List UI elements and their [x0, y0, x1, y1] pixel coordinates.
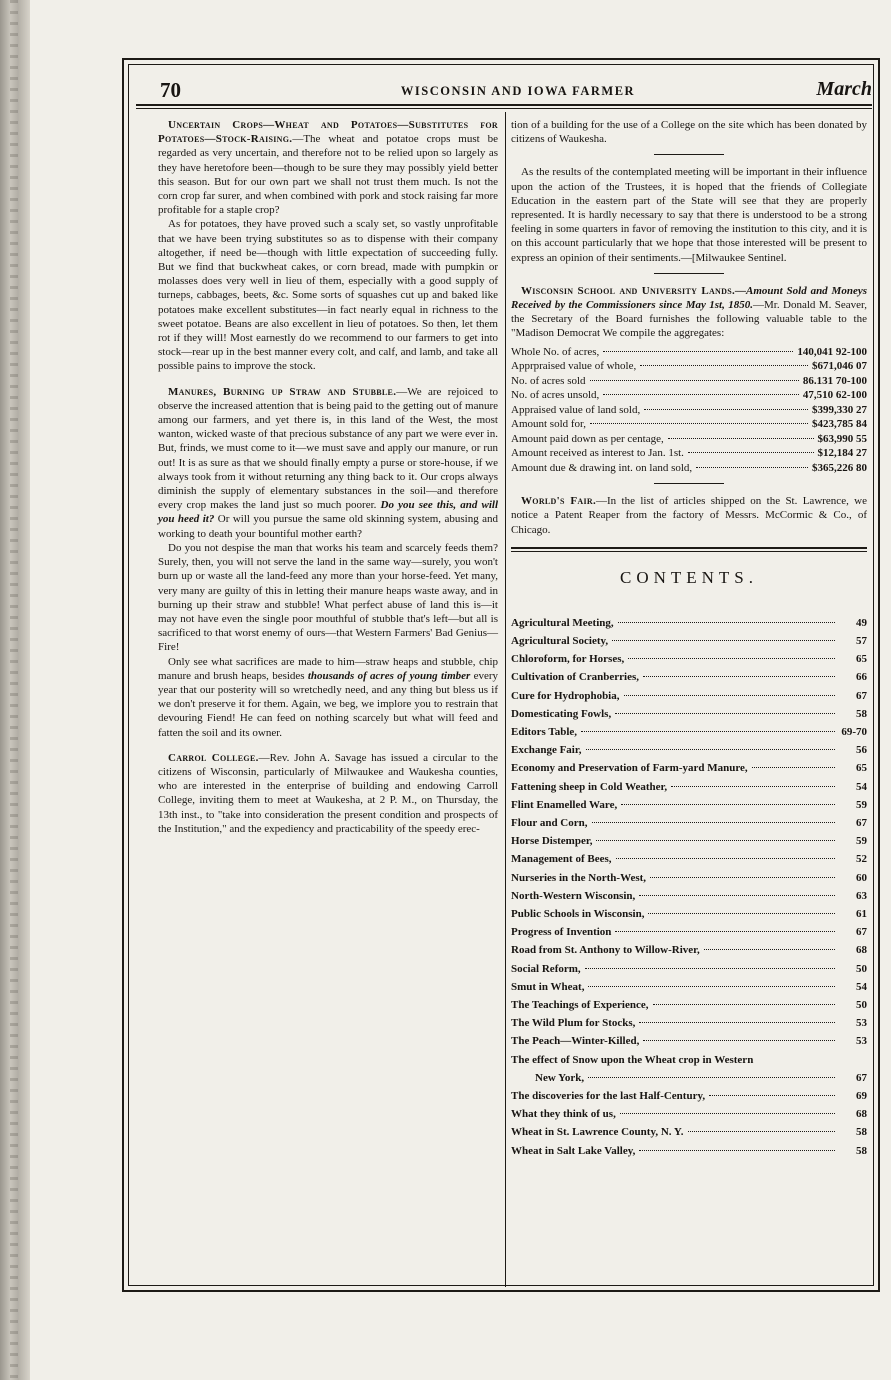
spine-binding: [10, 0, 18, 1380]
finance-row: Apprpraised value of whole, $671,046 07: [511, 360, 867, 373]
toc-entry: Flour and Corn, 67: [511, 816, 867, 829]
toc-entry: Horse Distemper, 59: [511, 835, 867, 848]
article-carrol-college: Carrol College.—Rev. John A. Savage has issued a circular to the citizens of Wisconsin, particularly of Milwaukee and Waukesha counties, who are interested in the enterprise of building and endowing Carroll College, inviting them to meet at Waukesha, at 2 P. M., on Thursday, the 13th inst., to "take into consideration the present condition and prospects of the Institution," and the expediency and practicability of the speedy erec-: [158, 751, 498, 835]
article-worlds-fair: World's Fair.—In the list of articles shipped on the St. Lawrence, we notice a Patent Reaper from the factory of Messrs. McCormic & Co., of Chicago.: [511, 495, 867, 536]
toc-entry: The Wild Plum for Stocks, 53: [511, 1017, 867, 1030]
section-divider: [654, 154, 724, 155]
article-continuation: tion of a building for the use of a College on the site which has been donated by citizens of Waukesha.: [511, 119, 867, 146]
toc-entry: The Peach—Winter-Killed, 53: [511, 1035, 867, 1048]
article-heading: Carrol College.: [168, 751, 259, 764]
contents-rule: [511, 547, 867, 549]
article-paragraph: As the results of the contemplated meeting will be important in their influence upon the action of the Trustees, it is hoped that the friends of Collegiate Education in the eastern part of the State will see that they are properly represented. It is hardly necessary to say that there is understood to be a strong feeling in some quarters in favor of removing the institution to this city, and it is on this account particularly that we hope that those interested will be present to express an opinion of their sentiments.—[Milwaukee Sentinel.: [511, 166, 867, 264]
left-column: [158, 118, 498, 836]
toc-entry: Public Schools in Wisconsin, 61: [511, 908, 867, 920]
toc-entry: Nurseries in the North-West, 60: [511, 871, 867, 884]
right-column: [511, 118, 867, 1160]
finance-row: No. of acres unsold, 47,510 62-100: [511, 389, 867, 402]
article-heading: Uncertain Crops—Wheat and Potatoes—Substitutes for Potatoes—Stock-Raising.: [158, 119, 498, 146]
toc-entry: Editors Table, 69-70: [511, 725, 867, 738]
toc-entry: Exchange Fair, 56: [511, 744, 867, 757]
finance-row: Appraised value of land sold, $399,330 27: [511, 403, 867, 416]
finance-row: Whole No. of acres, 140,041 92-100: [511, 345, 867, 358]
article-school-lands: Wisconsin School and University Lands.—Amount Sold and Moneys Received by the Commissioners since May 1st, 1850.—Mr. Donald M. Seaver, the Secretary of the Board furnishes the following valuable table to the "Madison Democrat We compile the aggregates:: [511, 284, 867, 340]
article-paragraph: As for potatoes, they have proved such a scaly set, so vastly unprofitable that we have been trying substitutes so as to dispense with their company altogether, if need be—though with little expectation of succeeding fully. But we find that buckwheat cakes, or corn bread, made with pumpkin or molasses does very well in lieu of them, especially with a good supply of turneps, cabbages, beets, &c. Some sorts of squashes cut up and baked like potatoes make excellent substitutes—in fact nearly equal in richness to the sweet potatoe. Beans are also excellent in lieu of potatoes. So then, let them rot if they will! Most earnestly do we recommend to our farmers to get into stock—rear up in the best manner every colt, and calf, and lamb, and take all possible pains to improve the stock.: [158, 218, 498, 373]
toc-entry: The Teachings of Experience, 50: [511, 999, 867, 1012]
toc-entry: Economy and Preservation of Farm-yard Manure, 65: [511, 762, 867, 775]
contents-title: CONTENTS.: [619, 567, 759, 587]
toc-entry: Management of Bees, 52: [511, 853, 867, 866]
finance-row: Amount paid down as per centage, $63,990 55: [511, 432, 867, 445]
toc-entry: The discoveries for the last Half-Century, 69: [511, 1090, 867, 1103]
toc-entry: Progress of Invention 67: [511, 926, 867, 939]
table-of-contents: [511, 614, 867, 1160]
header-rule: [136, 104, 872, 106]
finance-row: Amount sold for, $423,785 84: [511, 418, 867, 431]
article-paragraph: Only see what sacrifices are made to him—straw heaps and stubble, chip manure and brush heaps, besides thousands of acres of young timber every year that our posterity will so wretchedly need, and any thing but bless us if we don't preserve it for them. Again, we beg, we implore you to restrain that devouring Fiend! He can feed on nothing scarcely but what will feed and fatten the soil and its owner.: [158, 655, 499, 739]
finance-row: No. of acres sold 86.131 70-100: [511, 374, 867, 387]
toc-entry: Wheat in St. Lawrence County, N. Y. 58: [511, 1126, 867, 1139]
toc-entry: Agricultural Meeting, 49: [511, 616, 867, 629]
page-header: [160, 78, 876, 104]
toc-entry: What they think of us, 68: [511, 1108, 867, 1121]
toc-entry: Road from St. Anthony to Willow-River, 68: [511, 944, 867, 957]
toc-entry: Smut in Wheat, 54: [511, 980, 867, 993]
toc-entry: New York, 67: [535, 1071, 867, 1084]
toc-entry: North-Western Wisconsin, 63: [511, 889, 867, 902]
article-heading: Manures, Burning up Straw and Stubble.: [168, 385, 397, 398]
contents-rule-thin: [511, 551, 867, 552]
finance-row: Amount received as interest to Jan. 1st. $12,184 27: [511, 447, 867, 460]
toc-entry: Wheat in Salt Lake Valley, 58: [511, 1144, 867, 1157]
header-rule-thin: [136, 108, 872, 109]
page-number: 70: [160, 78, 181, 102]
running-title: WISCONSIN AND IOWA FARMER: [400, 84, 636, 98]
article-manures: Manures, Burning up Straw and Stubble.—We are rejoiced to observe the increased attention that is being paid to the getting out of manure among our farmers, and yet there is, in this land of the West, the most wanton, wicked waste of that precious substance of any part we were ever in. But, frinds, we must come to it—we must save and apply our manure, or run out! It is as sure as that we should finally empty a purse or store-house, if we always took from it without returning any thing back to it. Our crops always diminish the supply of elementary substances in the soil—and therefore every crop makes the land just so much poorer. Do you see this, and will you heed it? Or will you pursue the same old skinning system, abusing and working to death your bountiful mother earth?: [158, 385, 499, 540]
article-heading: World's Fair.: [521, 495, 597, 508]
section-divider: [654, 273, 724, 274]
toc-entry: The effect of Snow upon the Wheat crop in Western: [511, 1053, 754, 1066]
column-divider: [505, 112, 506, 1287]
toc-entry: Flint Enamelled Ware, 59: [511, 798, 867, 811]
toc-entry: Fattening sheep in Cold Weather, 54: [511, 780, 867, 793]
toc-entry: Cultivation of Cranberries, 66: [511, 671, 867, 684]
issue-month: March: [816, 78, 872, 100]
section-divider: [654, 483, 724, 484]
toc-entry: Agricultural Society, 57: [511, 634, 867, 647]
article-heading: Wisconsin School and University Lands.: [521, 284, 735, 297]
toc-entry: Chloroform, for Horses, 65: [511, 653, 867, 666]
toc-entry: Domesticating Fowls, 58: [511, 707, 867, 720]
toc-entry: Social Reform, 50: [511, 962, 867, 975]
article-uncertain-crops: Uncertain Crops—Wheat and Potatoes—Substitutes for Potatoes—Stock-Raising.—The wheat and potatoe crops must be regarded as very uncertain, and therefore not to be relied upon so largely as they have heretofore been—though to be sure they may possibly yield better this season. But for our own part we shall not trust them much. Is not the corn crop far surer, and when combined with pork and stock raising far more profitable for a staple crop?: [158, 119, 498, 217]
finance-row: Amount due & drawing int. on land sold, $365,226 80: [511, 461, 867, 474]
article-paragraph: Do you not despise the man that works his team and scarcely feeds them? Surely, then, you will not serve the land in the same way—surely, you won't burn up or waste all the land-feed any more than your horse-feed. Yet many, very many are guilty of this in letting their manure heaps waste away, and in burning up their straw and stubble! What perfect abuse of land this is—it may not have even the single poor mouthful of stubble that's left—but all is sacrificed to that worst enemy of ours—that Western Farmers' Bad Genius—Fire!: [158, 541, 498, 654]
toc-entry: Cure for Hydrophobia, 67: [511, 689, 867, 702]
finance-table: [511, 345, 867, 476]
